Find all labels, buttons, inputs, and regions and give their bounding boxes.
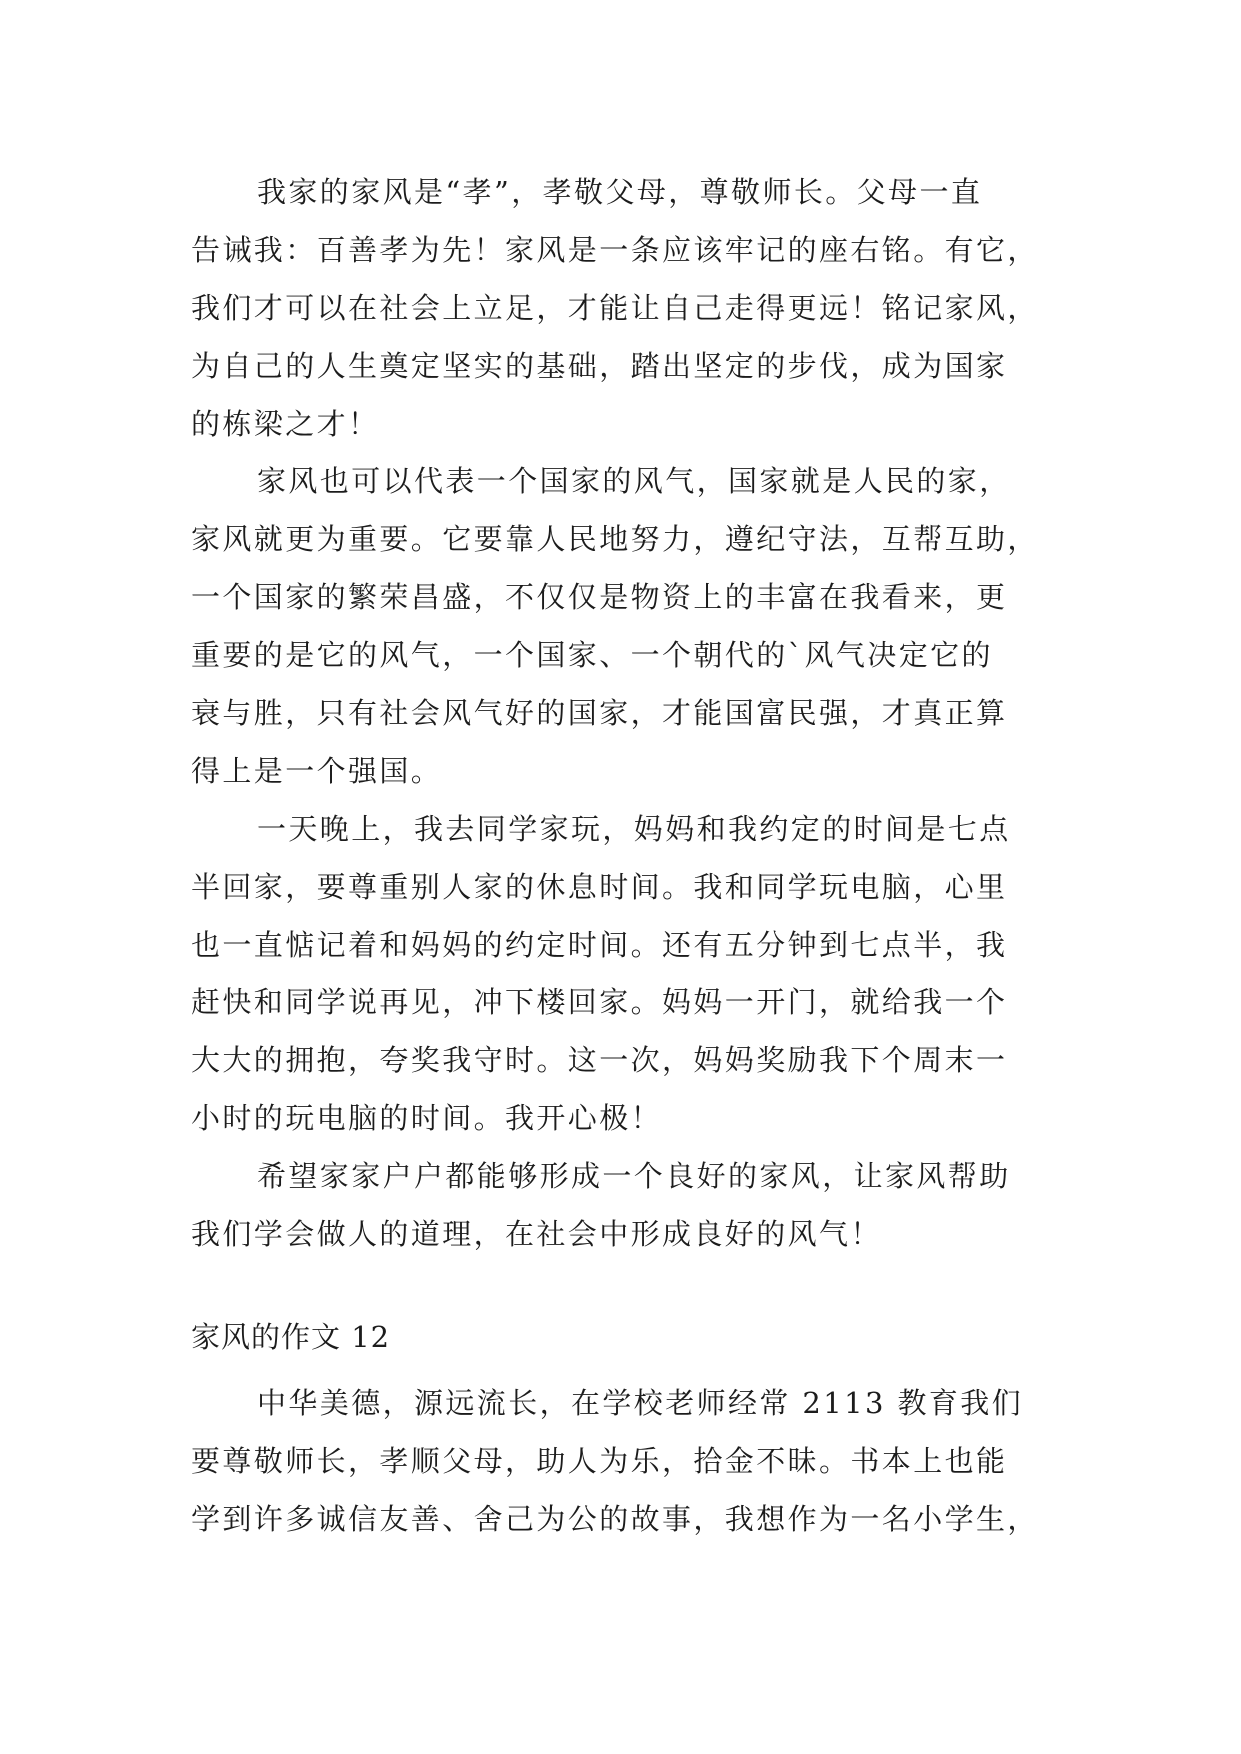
paragraph-1-line-1: 我家的家风是“孝”，孝敬父母，尊敬师长。父母一直 bbox=[257, 175, 983, 209]
paragraph-1-line-2: 告诫我：百善孝为先！家风是一条应该牢记的座右铭。有它， bbox=[191, 232, 1039, 267]
paragraph-2-line-6: 得上是一个强国。 bbox=[191, 753, 443, 788]
paragraph-3-line-6: 小时的玩电脑的时间。我开心极！ bbox=[191, 1101, 663, 1136]
paragraph-2-line-2: 家风就更为重要。它要靠人民地努力，遵纪守法，互帮互助， bbox=[191, 522, 1039, 557]
paragraph-2-line-4: 重要的是它的风气，一个国家、一个朝代的`风气决定它的 bbox=[191, 638, 993, 673]
essay-body-bottom bbox=[191, 1375, 1091, 1549]
paragraph-4-line-2: 我们学会做人的道理，在社会中形成良好的风气！ bbox=[191, 1217, 882, 1252]
paragraph-5-line-1: 中华美德，源远流长，在学校老师经常 2113 教育我们 bbox=[257, 1386, 1024, 1420]
paragraph-1-line-4: 为自己的人生奠定坚实的基础，踏出坚定的步伐，成为国家 bbox=[191, 348, 1008, 383]
paragraph-3-line-3: 也一直惦记着和妈妈的约定时间。还有五分钟到七点半，我 bbox=[191, 927, 1008, 962]
paragraph-4-line-1: 希望家家户户都能够形成一个良好的家风，让家风帮助 bbox=[257, 1159, 1011, 1194]
paragraph-5-line-2: 要尊敬师长，孝顺父母，助人为乐，拾金不昧。书本上也能 bbox=[191, 1443, 1008, 1478]
essay-heading: 家风的作文 12 bbox=[191, 1320, 391, 1354]
paragraph-2-line-3: 一个国家的繁荣昌盛，不仅仅是物资上的丰富在我看来，更 bbox=[191, 580, 1008, 615]
paragraph-2-line-1: 家风也可以代表一个国家的风气，国家就是人民的家， bbox=[257, 464, 1011, 499]
paragraph-5-line-3: 学到许多诚信友善、舍己为公的故事，我想作为一名小学生， bbox=[191, 1501, 1039, 1536]
paragraph-1-line-5: 的栋梁之才！ bbox=[191, 406, 380, 441]
paragraph-3-line-1: 一天晚上，我去同学家玩，妈妈和我约定的时间是七点 bbox=[257, 811, 1011, 846]
paragraph-3-line-5: 大大的拥抱，夸奖我守时。这一次，妈妈奖励我下个周末一 bbox=[191, 1043, 1008, 1078]
paragraph-3-line-2: 半回家，要尊重别人家的休息时间。我和同学玩电脑，心里 bbox=[191, 869, 1008, 904]
paragraph-3-line-4: 赶快和同学说再见，冲下楼回家。妈妈一开门，就给我一个 bbox=[191, 985, 1008, 1020]
paragraph-1-line-3: 我们才可以在社会上立足，才能让自己走得更远！铭记家风， bbox=[191, 290, 1039, 325]
paragraph-2-line-5: 衰与胜，只有社会风气好的国家，才能国富民强，才真正算 bbox=[191, 696, 1008, 731]
essay-body-top bbox=[191, 164, 1091, 1264]
